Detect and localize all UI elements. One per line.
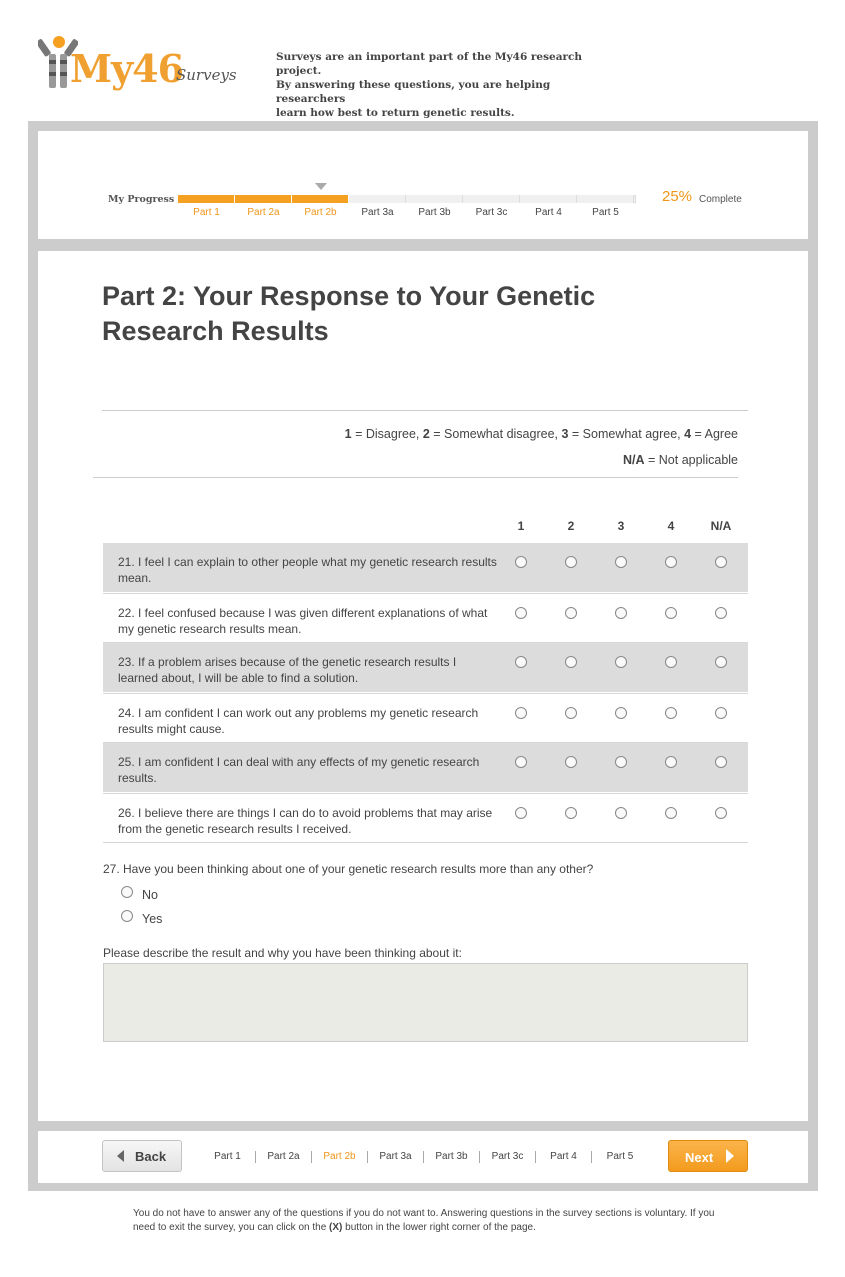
- question-row: [103, 543, 748, 593]
- question-text: 24. I am confident I can work out any problems my genetic research results might cause.: [118, 706, 479, 736]
- intro-line: By answering these questions, you are helping researchers: [276, 79, 551, 105]
- rating-radio[interactable]: [615, 607, 627, 619]
- progress-part-label: Part 5: [592, 207, 619, 218]
- rating-radio[interactable]: [565, 556, 577, 568]
- progress-segment: [520, 195, 577, 203]
- question-text: 23. If a problem arises because of the genetic research results I learned about, I will be able to find a solution.: [118, 655, 457, 685]
- rating-radio[interactable]: [615, 556, 627, 568]
- describe-label: Please describe the result and why you have been thinking about it:: [103, 946, 462, 960]
- rating-radio[interactable]: [515, 807, 527, 819]
- describe-textarea[interactable]: [103, 963, 748, 1042]
- intro-line: learn how best to return genetic results.: [276, 107, 515, 119]
- legend-key: 2: [422, 427, 430, 441]
- page-header: [0, 0, 845, 122]
- rating-radio[interactable]: [715, 756, 727, 768]
- legend-text: = Not applicable: [644, 453, 738, 467]
- rating-radio[interactable]: [715, 807, 727, 819]
- progress-part-label: Part 4: [535, 207, 562, 218]
- progress-part-label: Part 1: [193, 207, 220, 218]
- rating-radio[interactable]: [665, 607, 677, 619]
- rating-radio[interactable]: [565, 807, 577, 819]
- nav-part-link[interactable]: Part 4: [536, 1151, 592, 1163]
- rating-radio[interactable]: [515, 707, 527, 719]
- intro-line: Surveys are an important part of the My46 research project.: [276, 51, 583, 77]
- rating-radio[interactable]: [515, 656, 527, 668]
- logo-subtitle: Surveys: [176, 66, 237, 84]
- my46-logo: [38, 34, 248, 94]
- rating-radio[interactable]: [615, 707, 627, 719]
- progress-part-label: Part 3b: [418, 207, 451, 218]
- rating-radio[interactable]: [515, 607, 527, 619]
- rating-radio[interactable]: [515, 756, 527, 768]
- question-27: 27. Have you been thinking about one of your genetic research results more than any other?: [103, 862, 594, 876]
- rating-radio[interactable]: [565, 656, 577, 668]
- progress-segment: [178, 195, 235, 203]
- scale-header: 1: [517, 519, 525, 533]
- legend-key: 4: [684, 427, 692, 441]
- question-row: [103, 743, 748, 793]
- question-row: [103, 793, 748, 843]
- radio-label-no: No: [142, 888, 158, 902]
- rating-radio[interactable]: [615, 807, 627, 819]
- footer-exit-key: (X): [329, 1222, 343, 1233]
- nav-panel: [38, 1131, 808, 1183]
- question-text: 26. I believe there are things I can do to avoid problems that may arise from the genetic research results I received.: [118, 806, 493, 836]
- radio-yes[interactable]: [121, 910, 133, 922]
- next-button[interactable]: [668, 1140, 748, 1172]
- scale-header: N/A: [710, 519, 732, 533]
- radio-label-yes: Yes: [142, 912, 163, 926]
- question-panel: [38, 251, 808, 1121]
- progress-part-label: Part 2b: [304, 207, 337, 218]
- legend-key: 3: [561, 427, 569, 441]
- progress-bar: [178, 195, 636, 203]
- rating-radio[interactable]: [715, 656, 727, 668]
- logo-wordmark: My46: [70, 46, 184, 91]
- progress-segment: [577, 195, 634, 203]
- nav-part-link[interactable]: Part 2a: [256, 1151, 312, 1163]
- legend-text: = Disagree,: [351, 427, 423, 441]
- nav-part-link[interactable]: Part 1: [200, 1151, 256, 1163]
- scale-header: 4: [667, 519, 675, 533]
- rating-radio[interactable]: [615, 656, 627, 668]
- progress-label: My Progress: [108, 194, 175, 205]
- legend-text: = Somewhat disagree,: [429, 427, 562, 441]
- intro-text: [276, 50, 606, 120]
- divider: [93, 477, 738, 478]
- current-part-marker: [315, 183, 327, 190]
- question-row: [103, 693, 748, 743]
- legend-text: = Agree: [691, 427, 738, 441]
- rating-radio[interactable]: [665, 807, 677, 819]
- progress-segment: [235, 195, 292, 203]
- rating-radio[interactable]: [665, 707, 677, 719]
- back-button[interactable]: [102, 1140, 182, 1172]
- rating-radio[interactable]: [715, 707, 727, 719]
- rating-radio[interactable]: [715, 556, 727, 568]
- nav-part-link[interactable]: Part 3b: [424, 1151, 480, 1163]
- progress-segment: [406, 195, 463, 203]
- progress-part-label: Part 3a: [361, 207, 394, 218]
- footer-text: You do not have to answer any of the questions if you do not want to. Answering questions in the survey sections is voluntary. If you need to exit the survey, you can click on the: [133, 1208, 715, 1233]
- scale-header: 3: [617, 519, 625, 533]
- scale-header: 2: [567, 519, 575, 533]
- progress-part-label: Part 3c: [475, 207, 508, 218]
- back-button-label: Back: [135, 1149, 167, 1164]
- radio-no[interactable]: [121, 886, 133, 898]
- progress-part-label: Part 2a: [247, 207, 280, 218]
- rating-radio[interactable]: [665, 756, 677, 768]
- progress-panel: [38, 131, 808, 239]
- rating-radio[interactable]: [565, 707, 577, 719]
- chevron-left-icon: [117, 1150, 124, 1162]
- question-text: 25. I am confident I can deal with any effects of my genetic research results.: [118, 755, 480, 785]
- progress-segment: [349, 195, 406, 203]
- rating-radio[interactable]: [665, 556, 677, 568]
- footer-note: [133, 1207, 723, 1235]
- nav-part-link[interactable]: Part 5: [606, 1151, 634, 1162]
- scale-legend-na: [623, 453, 738, 467]
- legend-key: N/A: [623, 453, 645, 467]
- nav-part-link[interactable]: Part 2b: [312, 1151, 368, 1163]
- question-text: 22. I feel confused because I was given different explanations of what my genetic research results mean.: [118, 606, 488, 636]
- rating-radio[interactable]: [665, 656, 677, 668]
- progress-segment: [292, 195, 349, 203]
- progress-complete-label: Complete: [699, 194, 742, 205]
- legend-text: = Somewhat agree,: [568, 427, 685, 441]
- footer-text: button in the lower right corner of the page.: [342, 1222, 536, 1233]
- question-row: [103, 643, 748, 693]
- nav-part-link[interactable]: Part 3c: [480, 1151, 536, 1163]
- progress-percent: 25%: [662, 188, 693, 205]
- question-row: [103, 593, 748, 643]
- survey-frame: [28, 121, 818, 1191]
- question-text: 21. I feel I can explain to other people what my genetic research results mean.: [118, 555, 497, 585]
- rating-radio[interactable]: [615, 756, 627, 768]
- legend-key: 1: [344, 427, 352, 441]
- rating-radio[interactable]: [715, 607, 727, 619]
- page-title: Part 2: Your Response to Your Genetic Research Results: [102, 281, 596, 346]
- scale-legend: [345, 427, 738, 441]
- progress-segment: [463, 195, 520, 203]
- divider: [102, 410, 748, 411]
- rating-radio[interactable]: [565, 607, 577, 619]
- nav-part-link[interactable]: Part 3a: [368, 1151, 424, 1163]
- next-button-label: Next: [685, 1150, 714, 1165]
- rating-radio[interactable]: [515, 556, 527, 568]
- chevron-right-icon: [726, 1149, 734, 1163]
- rating-radio[interactable]: [565, 756, 577, 768]
